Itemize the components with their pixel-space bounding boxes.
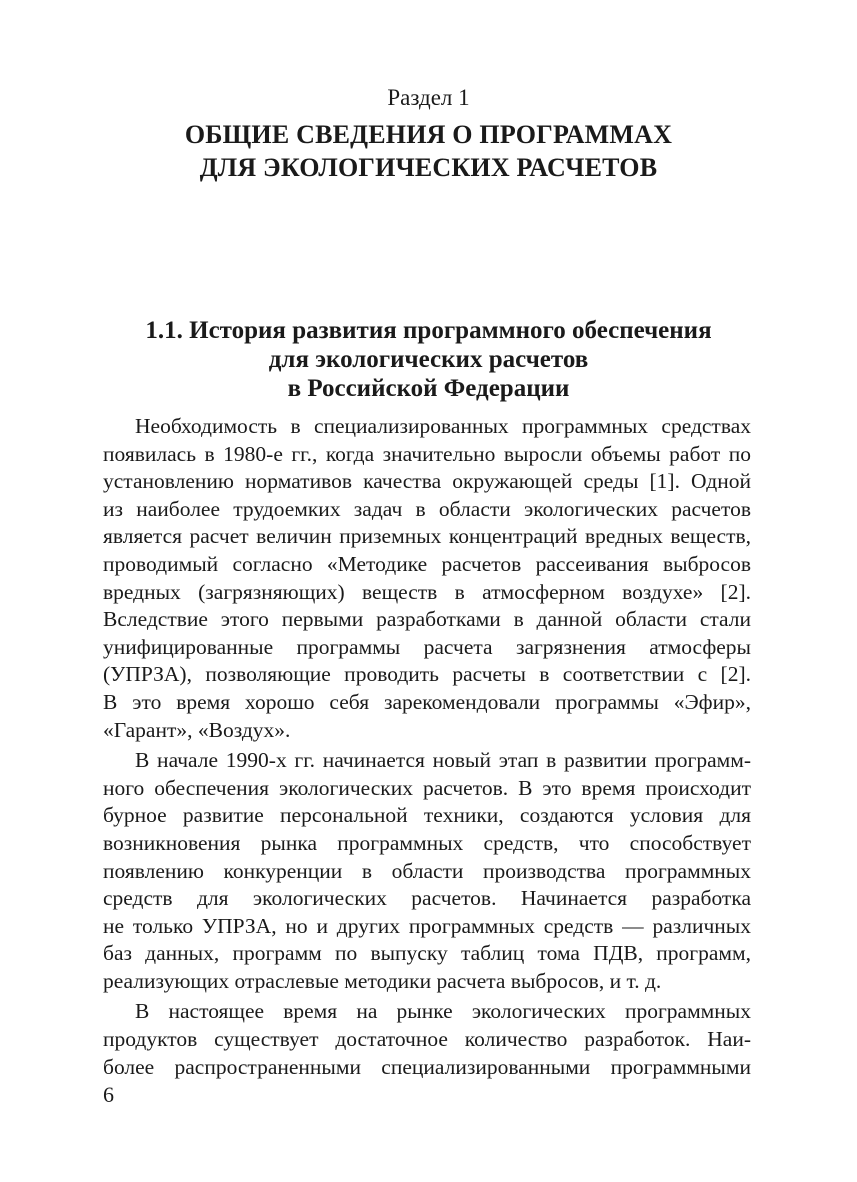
- text-line: Вследствие этого первыми разработками в данной области стали: [103, 607, 751, 632]
- text-line: является расчет величин приземных концентраций вредных веществ,: [103, 524, 751, 549]
- paragraph: [103, 998, 751, 1081]
- text-line: вредных (загрязняющих) веществ в атмосферном воздухе» [2].: [103, 579, 751, 604]
- text-line: (УПРЗА), позволяющие проводить расчеты в соответствии с [2].: [103, 662, 751, 687]
- text-line: возникновения рынка программных средств, что способствует: [103, 830, 751, 855]
- text-line: появлению конкуренции в области производства программных: [103, 858, 751, 883]
- text-line: бурное развитие персональной техники, создаются условия для: [103, 803, 751, 828]
- text-line: Необходимость в специализированных программных средствах: [135, 414, 751, 438]
- text-line: более распространенными специализированными программными: [103, 1054, 751, 1079]
- text-line: В настоящее время на рынке экологических программных: [135, 999, 751, 1024]
- text-line: реализующих отраслевые методики расчета выбросов, и т. д.: [103, 968, 662, 993]
- section-title-line: ДЛЯ ЭКОЛОГИЧЕСКИХ РАСЧЕТОВ: [199, 153, 658, 182]
- page-number: 6: [103, 1082, 114, 1107]
- text-line: продуктов существует достаточное количество разработок. Наи-: [103, 1027, 751, 1052]
- text-line: из наиболее трудоемких задач в области экологических расчетов: [103, 496, 751, 521]
- text-line: появилась в 1980-е гг., когда значительно выросли объемы работ по: [103, 441, 751, 466]
- text-line: ного обеспечения экологических расчетов. В это время происходит: [103, 775, 751, 800]
- subsection-title-line: 1.1. История развития программного обеспечения: [145, 317, 712, 344]
- text-line: средств для экологических расчетов. Начинается разработка: [103, 886, 751, 911]
- text-line: «Гарант», «Воздух».: [103, 717, 291, 742]
- text-line: В это время хорошо себя зарекомендовали программы «Эфир»,: [103, 689, 751, 714]
- text-line: В начале 1990-х гг. начинается новый этап в развитии программ-: [135, 748, 751, 773]
- text-line: установлению нормативов качества окружающей среды [1]. Одной: [103, 469, 751, 494]
- subsection-title-line: в Российской Федерации: [287, 375, 570, 402]
- subsection-title-line: для экологических расчетов: [268, 346, 589, 373]
- subsection-title: [0, 316, 857, 403]
- text-line: проводимый согласно «Методике расчетов рассеивания выбросов: [103, 551, 751, 576]
- paragraph: [103, 747, 751, 995]
- section-title: [0, 118, 857, 184]
- section-label: Раздел 1: [387, 85, 470, 110]
- text-line: унифицированные программы расчета загрязнения атмосферы: [103, 634, 751, 659]
- body-text: [103, 413, 751, 1084]
- text-line: баз данных, программ по выпуску таблиц тома ПДВ, программ,: [103, 941, 751, 966]
- text-line: не только УПРЗА, но и других программных средств — различных: [103, 913, 751, 938]
- section-title-line: ОБЩИЕ СВЕДЕНИЯ О ПРОГРАММАХ: [184, 120, 673, 149]
- paragraph: [103, 413, 751, 744]
